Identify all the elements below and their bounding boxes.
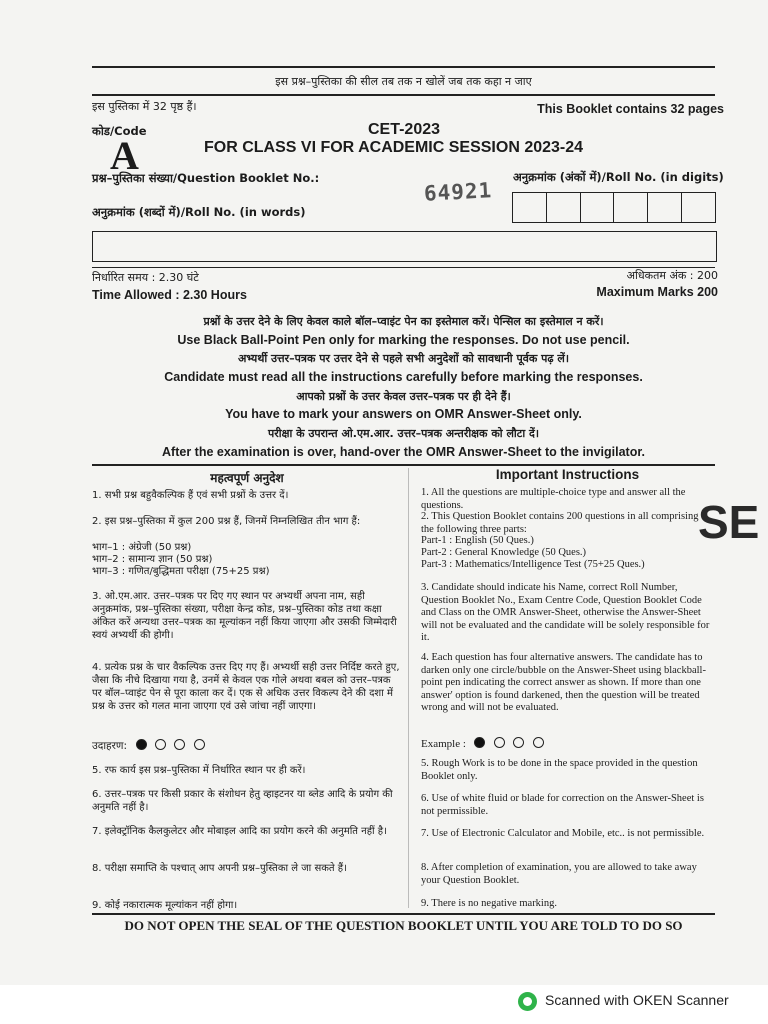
roll-digits-label: अनुक्रमांक (अंकों में)/Roll No. (in digits) (513, 170, 724, 184)
header-rule (92, 267, 715, 268)
top-rule (92, 66, 715, 68)
notice-pen-hindi: प्रश्नों के उत्तर देने के लिए केवल काले बॉल–प्वाइंट पेन का इस्तेमाल करें। पेन्सिल का इस्तेमाल न करें। (203, 315, 604, 328)
seal-rule (92, 94, 715, 96)
hindi-example-label: उदाहरण: (92, 740, 128, 752)
hindi-instruction-9: 9. कोई नकारात्मक मूल्यांकन नहीं होगा। (92, 900, 238, 911)
english-instruction-6: 6. Use of white fluid or blade for correction on the Answer-Sheet is not permissible. (421, 793, 704, 817)
hindi-instruction-1: 1. सभी प्रश्न बहुवैकल्पिक हैं एवं सभी प्रश्नों के उत्तर दें। (92, 490, 289, 501)
code-label: कोड/Code (92, 124, 147, 138)
pages-note-english: This Booklet contains 32 pages (537, 102, 724, 116)
empty-bubble-icon (194, 739, 205, 750)
roll-words-label: अनुक्रमांक (शब्दों में)/Roll No. (in words) (92, 205, 306, 219)
roll-number-digit-boxes[interactable] (512, 192, 716, 223)
hindi-instruction-2: 2. इस प्रश्न–पुस्तिका में कुल 200 प्रश्न हैं, जिनमें निम्नलिखित तीन भाग हैं: (92, 516, 361, 527)
hindi-instruction-3: 3. ओ.एम.आर. उत्तर–पत्रक पर दिए गए स्थान पर अभ्यर्थी अपना नाम, सही अनुक्रमांक, प्रश्न–पुस्तिका संख्या, परीक्षा केन्द्र कोड, प्रश्न–पुस्तिका कोड तथा कक्षा अंकित करें अन्यथा उत्तर–पत्रक का मूल्यांकन नहीं किया जाएगा और उसकी जिम्मेदारी स्वयं अभ्यर्थी की होगी। (92, 591, 397, 641)
hindi-example-row (92, 736, 205, 754)
notice-omr-english: You have to mark your answers on OMR Answer-Sheet only. (225, 407, 582, 421)
instructions-heading-english: Important Instructions (495, 467, 640, 482)
hindi-part-2: भाग–2 : सामान्य ज्ञान (50 प्रश्न) (92, 554, 213, 565)
english-part-3: Part-3 : Mathematics/Intelligence Test (75+25 Ques.) (421, 559, 645, 570)
english-part-2: Part-2 : General Knowledge (50 Ques.) (421, 547, 587, 558)
side-edge-mark: SE (698, 496, 760, 548)
notice-omr-hindi: आपको प्रश्नों के उत्तर केवल उत्तर–पत्रक पर ही देने हैं। (296, 390, 511, 403)
oken-scanner-logo-icon (518, 992, 537, 1011)
hindi-part-3: भाग–3 : गणित/बुद्धिमता परीक्षा (75+25 प्रश्न) (92, 566, 270, 577)
notice-read-hindi: अभ्यर्थी उत्तर–पत्रक पर उत्तर देने से पहले सभी अनुदेशों को सावधानी पूर्वक पढ़ लें। (237, 352, 570, 365)
english-instruction-7: 7. Use of Electronic Calculator and Mobile, etc.. is not permissible. (421, 828, 705, 839)
hindi-instruction-7: 7. इलेक्ट्रॉनिक कैलकुलेटर और मोबाइल आदि का प्रयोग करने की अनुमति नहीं है। (92, 826, 387, 837)
empty-bubble-icon (174, 739, 185, 750)
booklet-code: A (110, 133, 139, 178)
english-example-row (421, 734, 544, 752)
roll-digit-box[interactable] (614, 193, 648, 222)
english-part-1: Part-1 : English (50 Ques.) (421, 535, 534, 546)
max-marks-hindi: अधिकतम अंक : 200 (626, 269, 718, 282)
english-instruction-1: 1. All the questions are multiple-choice type and answer all the questions. (421, 487, 686, 511)
hindi-instruction-4: 4. प्रत्येक प्रश्न के चार वैकल्पिक उत्तर दिए गए हैं। अभ्यर्थी सही उत्तर निर्दिष्ट करते हुए, जैसा कि नीचे दिखाया गया है, उनमें से केवल एक गोले अथवा बबल को उत्तर–पत्रक पर बॉल–प्वाइंट पेन से पूरा काला कर दें। एक से अधिक उत्तर विकल्प देने की दशा में प्रश्न के उत्तर को गलत माना जाएगा एवं उसे जांचा नहीं जाएगा। (92, 662, 400, 712)
filled-bubble-icon (136, 739, 147, 750)
scanner-badge-text: Scanned with OKEN Scanner (545, 992, 729, 1008)
roll-digit-box[interactable] (682, 193, 715, 222)
notice-pen-english: Use Black Ball-Point Pen only for marking the responses. Do not use pencil. (177, 333, 630, 347)
english-instruction-9: 9. There is no negative marking. (421, 898, 557, 909)
empty-bubble-icon (155, 739, 166, 750)
exam-title: CET-2023 (367, 121, 441, 138)
time-allowed-hindi: निर्धारित समय : 2.30 घंटे (92, 271, 199, 284)
english-instruction-8: 8. After completion of examination, you are allowed to take away your Question Booklet. (421, 862, 697, 886)
english-instruction-5: 5. Rough Work is to be done in the space provided in the question Booklet only. (421, 758, 698, 782)
footer-rule (92, 913, 715, 915)
notice-handover-hindi: परीक्षा के उपरान्त ओ.एम.आर. उत्तर–पत्रक अन्तरीक्षक को लौटा दें। (267, 427, 540, 440)
roll-digit-box[interactable] (648, 193, 682, 222)
booklet-number-stamp: 64921 (423, 178, 493, 206)
roll-words-field[interactable] (92, 231, 717, 262)
footer-warning: DO NOT OPEN THE SEAL OF THE QUESTION BOOKLET UNTIL YOU ARE TOLD TO DO SO (124, 918, 683, 933)
exam-subtitle: FOR CLASS VI FOR ACADEMIC SESSION 2023-24 (204, 139, 584, 156)
hindi-instruction-8: 8. परीक्षा समाप्ति के पश्चात् आप अपनी प्रश्न–पुस्तिका ले जा सकते हैं। (92, 863, 347, 874)
max-marks-english: Maximum Marks 200 (596, 285, 718, 299)
column-divider (408, 468, 409, 908)
instructions-rule (92, 464, 715, 466)
seal-notice: इस प्रश्न–पुस्तिका की सील तब तक न खोलें जब तक कहा न जाए (275, 75, 532, 88)
notice-handover-english: After the examination is over, hand-over the OMR Answer-Sheet to the invigilator. (162, 445, 645, 459)
empty-bubble-icon (513, 737, 524, 748)
english-instruction-3: 3. Candidate should indicate his Name, correct Roll Number, Question Booklet No., Exam Centre Code, Question Booklet Code and Class on the OMR Answer-Sheet, otherwise the Answer-Sheet will not be evaluated and the candidate will be solely responsible for it. (421, 582, 710, 643)
hindi-instruction-5: 5. रफ कार्य इस प्रश्न–पुस्तिका में निर्धारित स्थान पर ही करें। (92, 765, 306, 776)
filled-bubble-icon (474, 737, 485, 748)
hindi-instruction-6: 6. उत्तर–पत्रक पर किसी प्रकार के संशोधन हेतु व्हाइटनर या ब्लेड आदि के प्रयोग की अनुमति नहीं है। (92, 789, 393, 813)
english-instruction-4: 4. Each question has four alternative answers. The candidate has to darken only one circle/bubble on the Answer-Sheet using blackball-point pen indicating the correct answer as shown. If more than one answer' option is found darkened, then the question will be treated wrong and will not be evaluated. (421, 652, 706, 713)
roll-digit-box[interactable] (513, 193, 547, 222)
roll-digit-box[interactable] (581, 193, 615, 222)
booklet-number-label: प्रश्न–पुस्तिका संख्या/Question Booklet No.: (92, 171, 320, 185)
english-instruction-2: 2. This Question Booklet contains 200 questions in all comprising the following three parts: (421, 511, 699, 535)
hindi-part-1: भाग–1 : अंग्रेजी (50 प्रश्न) (92, 542, 192, 553)
empty-bubble-icon (533, 737, 544, 748)
time-allowed-english: Time Allowed : 2.30 Hours (92, 288, 247, 302)
instructions-heading-hindi: महत्वपूर्ण अनुदेश (210, 471, 284, 485)
english-example-label: Example : (421, 738, 466, 750)
notice-read-english: Candidate must read all the instructions carefully before marking the responses. (164, 370, 643, 384)
pages-note-hindi: इस पुस्तिका में 32 पृष्ठ हैं। (92, 100, 197, 113)
empty-bubble-icon (494, 737, 505, 748)
roll-digit-box[interactable] (547, 193, 581, 222)
